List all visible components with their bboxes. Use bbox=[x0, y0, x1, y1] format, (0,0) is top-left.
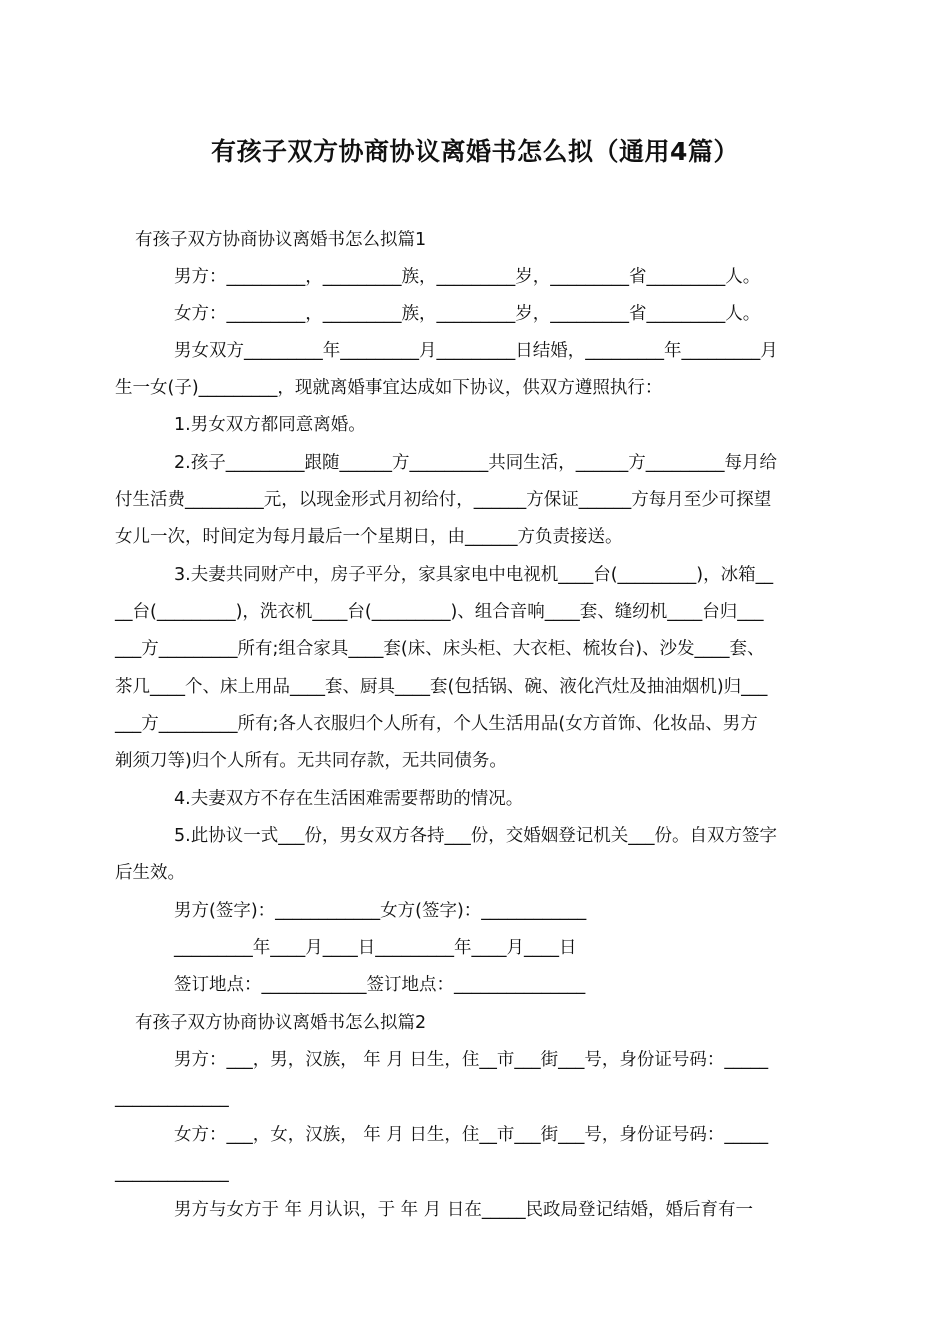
paragraph-line: ___方_________所有;组合家具____套(床、床头柜、大衣柜、梳妆台)、沙发____套、 bbox=[115, 639, 765, 659]
paragraph-line: 付生活费_________元，以现金形式月初给付，______方保证______方每月至少可探望 bbox=[115, 490, 772, 510]
paragraph-line: 男方与女方于 年 月认识，于 年 月 日在_____民政局登记结婚，婚后育有一 bbox=[174, 1200, 754, 1220]
date-line: _________年____月____日_________年____月____日 bbox=[174, 938, 577, 958]
paragraph-line: ___方_________所有;各人衣服归个人所有，个人生活用品(女方首饰、化妆品、男方 bbox=[115, 714, 758, 734]
paragraph-line: 男方：___，男，汉族， 年 月 日生，住__市___街___号，身份证号码：_____ bbox=[174, 1050, 769, 1070]
document-title: 有孩子双方协商协议离婚书怎么拟（通用4篇） bbox=[211, 137, 739, 166]
paragraph-line: 女方：___，女，汉族， 年 月 日生，住__市___街___号，身份证号码：_____ bbox=[174, 1125, 769, 1145]
paragraph-line: _____________ bbox=[115, 1163, 229, 1183]
section-heading: 有孩子双方协商协议离婚书怎么拟篇2 bbox=[135, 1013, 427, 1033]
paragraph-line: 剃须刀等)归个人所有。无共同存款，无共同债务。 bbox=[115, 751, 507, 771]
paragraph-line: 女儿一次，时间定为每月最后一个星期日，由______方负责接送。 bbox=[115, 527, 623, 547]
location-line: 签订地点：____________签订地点：_______________ bbox=[174, 975, 586, 995]
paragraph-line: 女方：_________，_________族，_________岁，_________省_________人。 bbox=[174, 304, 761, 324]
paragraph-line: _____________ bbox=[115, 1088, 229, 1108]
signature-line: 男方(签字)：____________女方(签字)：____________ bbox=[174, 901, 587, 921]
paragraph-line: __台(_________)，洗衣机____台(_________)、组合音响____套、缝纫机____台归___ bbox=[115, 602, 764, 622]
paragraph-line: 男女双方_________年_________月_________日结婚，_________年_________月 bbox=[174, 341, 778, 361]
paragraph-line: 后生效。 bbox=[115, 863, 185, 883]
paragraph-line: 3.夫妻共同财产中，房子平分，家具家电中电视机____台(_________)，冰箱__ bbox=[174, 565, 774, 585]
paragraph-line: 茶几____个、床上用品____套、厨具____套(包括锅、碗、液化汽灶及抽油烟机)归___ bbox=[115, 677, 768, 697]
paragraph-line: 5.此协议一式___份，男女双方各持___份，交婚姻登记机关___份。自双方签字 bbox=[174, 826, 777, 846]
paragraph-line: 1.男女双方都同意离婚。 bbox=[174, 415, 366, 435]
section-heading: 有孩子双方协商协议离婚书怎么拟篇1 bbox=[135, 230, 427, 250]
paragraph-line: 2.孩子_________跟随______方_________共同生活，______方_________每月给 bbox=[174, 453, 777, 473]
paragraph-line: 男方：_________，_________族，_________岁，_________省_________人。 bbox=[174, 267, 761, 287]
paragraph-line: 生一女(子)_________，现就离婚事宜达成如下协议，供双方遵照执行： bbox=[115, 378, 663, 398]
paragraph-line: 4.夫妻双方不存在生活困难需要帮助的情况。 bbox=[174, 789, 524, 809]
